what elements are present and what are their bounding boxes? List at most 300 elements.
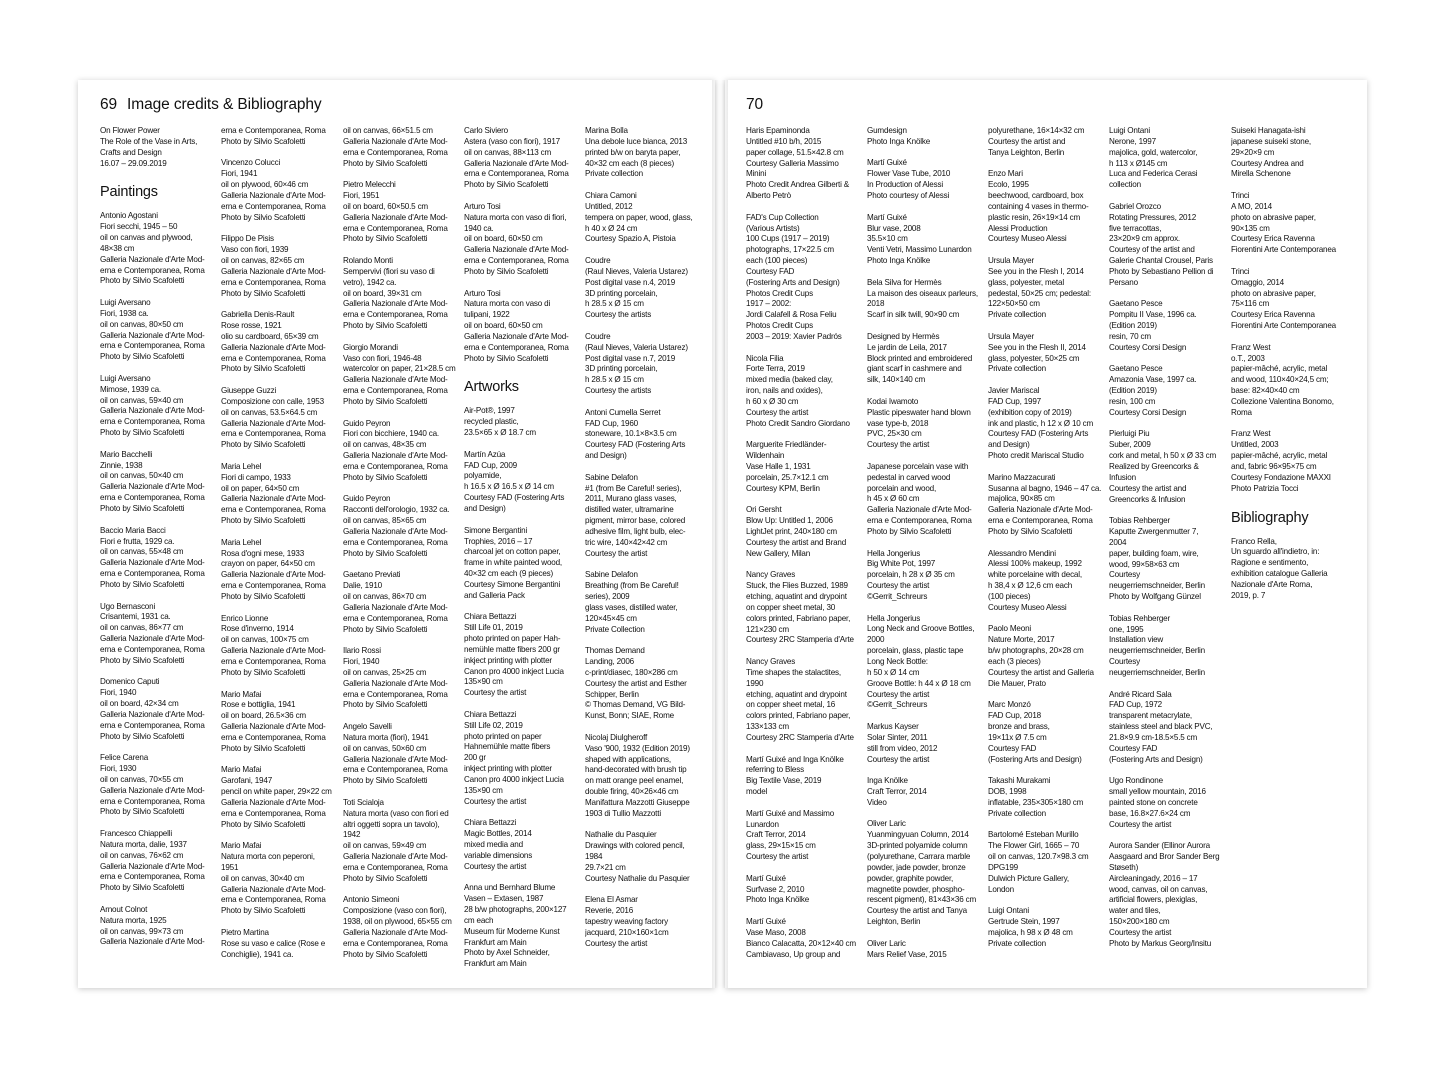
credit-line: Galleria Nazionale d'Arte Mod- (221, 722, 326, 732)
credit-line: Vaso con fiori, 1946-48 (343, 353, 422, 363)
credit-entry (585, 256, 707, 321)
credit-line: and Galleria Pack (464, 590, 525, 600)
credit-line: FAD Cup, 2009 (464, 460, 517, 470)
credit-entry (464, 526, 586, 602)
credit-line: tulipani, 1922 (464, 310, 510, 320)
credit-line: Sempervivi (fiori su vaso di (343, 266, 435, 276)
credit-line: (Various Artists) (746, 223, 800, 233)
credit-line: bronze and brass, (988, 722, 1050, 732)
credit-entry (343, 895, 465, 960)
credit-line: printed b/w on baryta paper, (585, 147, 681, 157)
credit-line: erna e Contemporanea, Roma (343, 862, 448, 872)
credit-line: Galleria Nazionale d'Arte Mod- (221, 418, 326, 428)
credit-entry (100, 753, 222, 818)
credit-line: and wood, 110×40×24,5 cm; (1231, 375, 1329, 385)
credit-line: oil on plywood, 60×46 cm (221, 180, 309, 190)
credit-line: oil on board, 60×50 cm (464, 234, 543, 244)
credit-line: Big Textile Vase, 2019 (746, 776, 822, 786)
credit-line: erna e Contemporanea, Roma (464, 169, 569, 179)
credit-line: Gabriella Denis-Rault (221, 310, 295, 320)
credit-line: oil on canvas, 99×73 cm (100, 926, 184, 936)
credit-line: Photo by Silvio Scafoletti (988, 526, 1073, 536)
credit-entry (464, 612, 586, 699)
credit-line: paper, building foam, wire, (1109, 548, 1199, 558)
credit-line: Magic Bottles, 2014 (464, 829, 532, 839)
credit-line: 122×50×50 cm (988, 299, 1040, 309)
credit-line: Galleria Nazionale d'Arte Mod- (221, 570, 326, 580)
credit-line: Giuseppe Guzzi (221, 386, 277, 396)
credit-line: Photo by Sebastiano Pellion di (1109, 266, 1214, 276)
credit-line: Galleria Nazionale d'Arte Mod- (100, 634, 205, 644)
credit-line: oil on canvas, 76×62 cm (100, 850, 184, 860)
credit-line: inkject printing with plotter (464, 655, 552, 665)
credit-entry (585, 646, 707, 722)
credit-line: Kaputte Zwergenmutter 7, (1109, 526, 1199, 536)
credit-line: Markus Kayser (867, 721, 919, 731)
credit-line: See you in the Flesh I, 2014 (988, 266, 1084, 276)
credit-line: Carlo Siviero (464, 126, 508, 135)
credit-line: Rotating Pressures, 2012 (1109, 212, 1197, 222)
credit-line: oil on canvas, 70×55 cm (100, 774, 184, 784)
credit-line: Maria Lehel (221, 537, 262, 547)
credit-line: Francesco Chiappelli (100, 829, 172, 839)
credit-line: h 28.5 x Ø 15 cm (585, 375, 644, 385)
credit-line: Courtesy the artist and Galleria (988, 667, 1094, 677)
credit-line: oil on canvas, 85×65 cm (343, 516, 427, 526)
credit-line: Galleria Nazionale d'Arte Mod- (221, 646, 326, 656)
credit-line: erna e Contemporanea, Roma (221, 808, 326, 818)
credit-line: Untitled #10 b/h, 2015 (746, 136, 822, 146)
credit-line: mixed media (baked clay, (746, 375, 833, 385)
credit-line: vase type-b, 2018 (867, 418, 929, 428)
credit-line: Photo by Silvio Scafoletti (221, 819, 306, 829)
credit-line: Courtesy the artist (464, 861, 527, 871)
credit-line: Ursula Mayer (988, 256, 1034, 266)
credit-line: 23.5×65 x Ø 18.7 cm (464, 428, 536, 438)
credit-line: Rose d'inverno, 1914 (221, 624, 294, 634)
credit-entry (343, 494, 465, 559)
credit-line: Photo credit Mariscal Studio (988, 451, 1084, 461)
credit-line: Tobias Rehberger (1109, 613, 1171, 623)
credit-line: distilled water, ultramarine (585, 505, 674, 515)
credit-line: oil on canvas, 50×60 cm (343, 743, 427, 753)
credit-line: oil on board, 26.5×36 cm (221, 711, 306, 721)
credit-line: Courtesy 2RC Stamperia d'Arte (746, 635, 854, 645)
credit-line: Galleria Nazionale d'Arte Mod- (343, 602, 448, 612)
credit-line: Gaetano Pesce (1109, 299, 1163, 309)
credit-line: Ragione e sentimento, (1231, 558, 1309, 568)
credit-line: Aurora Sander (Ellinor Aurora (1109, 841, 1210, 851)
credit-line: Rose su vaso e calice (Rose e (221, 938, 326, 948)
credit-entry (221, 765, 343, 830)
credit-line: #1 (from Be Careful! series), (585, 483, 682, 493)
credit-line: Fiori, 1938 ca. (100, 308, 149, 318)
credit-entry (100, 905, 222, 948)
credit-line: on copper sheet metal, 30 (746, 602, 836, 612)
credit-entry (867, 213, 989, 267)
credit-line: Natura morta (fiori), 1941 (343, 732, 429, 742)
credit-line: 19×11x Ø 7.5 cm (988, 732, 1047, 742)
credit-line: erna e Contemporanea, Roma (100, 417, 205, 427)
credit-line: paper collage, 51.5×42.8 cm (746, 147, 844, 157)
credit-line: Natura morta con peperoni, (221, 852, 315, 862)
credit-line: porcelain and wood, (867, 483, 937, 493)
credit-entry (343, 798, 465, 885)
left-column-1 (100, 126, 222, 959)
credit-line: Galleria Nazionale d'Arte Mod- (221, 266, 326, 276)
credit-line: 1917 – 2002: (746, 299, 792, 309)
credit-line: Nazionale d'Arte Roma, (1231, 579, 1313, 589)
credit-line: Nicolaj Diulgheroff (585, 732, 648, 742)
credit-entry (221, 462, 343, 527)
credit-line: Courtesy KPM, Berlin (746, 483, 820, 493)
credit-line: Courtesy the artist and (988, 136, 1066, 146)
credit-line: Omaggio, 2014 (1231, 277, 1285, 287)
credit-line: Galleria Nazionale d'Arte Mod- (100, 254, 205, 264)
credit-line: Courtesy the artist (1109, 928, 1172, 938)
credit-line: oil on canvas, 59×49 cm (343, 841, 427, 851)
credit-entry (867, 278, 989, 321)
credit-line: Toti Scialoja (343, 797, 384, 807)
credit-line: Courtesy the artist (867, 689, 930, 699)
credit-line: Photo by Silvio Scafoletti (221, 743, 306, 753)
credit-entry (988, 256, 1110, 321)
credit-line: See you in the Flesh II, 2014 (988, 342, 1086, 352)
credit-line: o.T., 2003 (1231, 353, 1265, 363)
credit-line: Courtesy FAD (746, 266, 795, 276)
credit-entry (867, 126, 989, 148)
credit-line: Photo by Silvio Scafoletti (221, 136, 306, 146)
credit-entry (343, 570, 465, 635)
credit-line: Photo Inga Knölke (867, 136, 931, 146)
credit-line: Courtesy the artist (746, 852, 809, 862)
credit-line: Chiara Bettazzi (464, 612, 517, 622)
credit-line: artificial flowers, plexiglas, (1109, 895, 1198, 905)
credit-line: Galleria Nazionale d'Arte Mod- (221, 884, 326, 894)
credit-entry (464, 450, 586, 515)
credit-line: photographs, 17×22.5 cm (746, 245, 834, 255)
credit-line: Coudre (585, 256, 611, 266)
credit-line: Galleria Nazionale d'Arte Mod- (343, 852, 448, 862)
credit-line: ©Gerrit_Schreurs (867, 700, 928, 710)
credit-line: Alessi 100% makeup, 1992 (988, 559, 1082, 569)
credit-line: containing 4 vases in thermo- (988, 201, 1089, 211)
credit-line: watercolor on paper, 21×28.5 cm (343, 364, 456, 374)
credit-line: Photo by Silvio Scafoletti (221, 212, 306, 222)
left-column-2 (221, 126, 343, 971)
credit-entry (867, 939, 989, 961)
credit-line: Arnout Colnot (100, 904, 148, 914)
credit-line: Pietro Melecchi (343, 180, 396, 190)
credit-line: Composizione con calle, 1953 (221, 396, 324, 406)
credit-line: erna e Contemporanea, Roma (221, 353, 326, 363)
credit-line: one, 1995 (1109, 624, 1144, 634)
left-column-3 (343, 126, 465, 971)
credit-line: Tobias Rehberger (1109, 516, 1171, 526)
credit-entry (343, 419, 465, 484)
credit-line: erna e Contemporanea, Roma (221, 201, 326, 211)
credit-line: (Fostering Arts and Design) (746, 277, 840, 287)
right-column-1 (746, 126, 868, 971)
credit-line: japanese suiseki stone, (1231, 136, 1311, 146)
credit-line: erna e Contemporanea, Roma (221, 895, 326, 905)
credit-line: Ursula Mayer (988, 331, 1034, 341)
credit-line: Frankfurt am Main (464, 959, 527, 969)
credit-line: Blow Up: Untitled 1, 2006 (746, 516, 833, 526)
credit-line: 135×90 cm (464, 785, 503, 795)
credit-line: erna e Contemporanea, Roma (100, 569, 205, 579)
credit-entry (343, 180, 465, 245)
credit-line: Enrico Lionne (221, 613, 269, 623)
credit-line: 133×133 cm (746, 722, 789, 732)
credit-line: Photo by Silvio Scafoletti (343, 624, 428, 634)
credit-line: Guido Peyron (343, 418, 391, 428)
credit-line: Untitled, 2012 (585, 201, 633, 211)
credit-line: glass, polyester, 50×25 cm (988, 353, 1080, 363)
credit-line: wood, canvas, oil on canvas, (1109, 884, 1208, 894)
credit-line: Groove Bottle: h 44 x Ø 18 cm (867, 678, 971, 688)
credit-line: Martí Guixé and Inga Knölke (746, 754, 844, 764)
credit-line: Photo by Silvio Scafoletti (343, 158, 428, 168)
credit-line: Big White Pot, 1997 (867, 559, 936, 569)
credit-line: Infusion (1109, 472, 1136, 482)
credit-line: papier-mâché, acrylic, metal (1231, 451, 1328, 461)
credit-line: erna e Contemporanea, Roma (343, 147, 448, 157)
credit-line: Ilario Rossi (343, 646, 381, 656)
credit-line: oil on canvas, 55×48 cm (100, 547, 184, 557)
credit-line: Time shapes the stalactites, (746, 667, 841, 677)
credit-line: Le jardin de Leila, 2017 (867, 342, 947, 352)
credit-line: Courtesy 2RC Stamperia d'Arte (746, 732, 854, 742)
credit-line: h 60 x Ø 30 cm (746, 397, 799, 406)
credit-line: 3D printing porcelain, (585, 288, 658, 298)
credit-line: Venti Vetri, Massimo Lunardon (867, 245, 972, 255)
credit-line: (exhibition copy of 2019) (988, 407, 1072, 417)
credit-line: Landing, 2006 (585, 657, 634, 667)
credit-line: Gertrude Stein, 1997 (988, 917, 1060, 927)
credit-line: olio su cardboard, 65×39 cm (221, 331, 319, 341)
credit-line: Forte Terra, 2019 (746, 364, 805, 374)
credit-entry (100, 211, 222, 287)
credit-line: 1903 di Tullio Mazzotti (585, 808, 661, 818)
credit-line: water and tiles, (1109, 906, 1161, 916)
credit-line: erna e Contemporanea, Roma (221, 732, 326, 742)
credit-line: Gaetano Previati (343, 570, 401, 580)
credit-line: (Fostering Arts and Design) (1109, 754, 1203, 764)
credit-line: Un sguardo all'indietro, in: (1231, 547, 1320, 557)
credit-line: Galleria Nazionale d'Arte Mod- (343, 526, 448, 536)
credit-line: oil on canvas, 53.5×64.5 cm (221, 407, 318, 417)
credit-line: 16.07 – 29.09.2019 (100, 158, 167, 168)
credit-line: 1951 (221, 862, 239, 872)
credit-line: Luca and Federica Cerasi (1109, 169, 1198, 179)
credit-line: PVC, 25×30 cm (867, 429, 922, 439)
credit-line: Chiara Camoni (585, 191, 637, 201)
credit-entry (746, 809, 868, 863)
credit-line: Courtesy Museo Alessi (988, 602, 1067, 612)
credit-line: erna e Contemporanea, Roma (464, 256, 569, 266)
credit-line: Hahnemühle matte fibers (464, 742, 551, 752)
credit-line: erna e Contemporanea, Roma (221, 581, 326, 591)
credit-line: FAD's Cup Collection (746, 212, 819, 222)
credit-entry (988, 906, 1110, 949)
credit-line: Nancy Graves (746, 570, 796, 580)
credit-line: and Design) (464, 504, 506, 514)
credit-line: Photo by Silvio Scafoletti (867, 526, 952, 536)
credit-line: erna e Contemporanea, Roma (343, 613, 448, 623)
credit-line: oil on board, 42×34 cm (100, 699, 179, 709)
credit-line: silk, 140×140 cm (867, 375, 926, 385)
credit-line: Canon pro 4000 inkject Lucia (464, 774, 564, 784)
credit-line: Photo courtesy of Alessi (867, 191, 950, 201)
credit-line: photo on abrasive paper, (1231, 212, 1316, 222)
credit-line: Courtesy Fondazione MAXXI (1231, 472, 1331, 482)
credit-line: Arturo Tosi (464, 201, 501, 211)
credit-line: Pompitu II Vase, 1996 ca. (1109, 310, 1197, 320)
credit-line: oil on canvas, 86×70 cm (343, 592, 427, 601)
credit-line: Galleria Nazionale d'Arte Mod- (343, 136, 448, 146)
credit-line: The Flower Girl, 1665 – 70 (988, 841, 1080, 851)
credit-line: Aircleaningady, 2016 – 17 (1109, 873, 1198, 883)
credit-line: erna e Contemporanea, Roma (100, 265, 205, 275)
credit-line: On Flower Power (100, 126, 160, 135)
credit-entry (746, 440, 868, 494)
credit-line: on copper sheet metal, 16 (746, 700, 836, 710)
credit-line: erna e Contemporanea, Roma (221, 126, 326, 135)
credit-line: Photo Inga Knölke (746, 895, 810, 905)
credit-entry (1109, 690, 1231, 766)
credit-line: base, 16.8×27.6×24 cm (1109, 808, 1191, 818)
credit-line: tempera on paper, wood, glass, (585, 212, 693, 222)
credit-line: erna e Contemporanea, Roma (343, 689, 448, 699)
credit-line: oil on canvas, 100×75 cm (221, 635, 309, 645)
credit-line: 120×45×45 cm (585, 613, 637, 623)
credit-entry (1109, 202, 1231, 289)
credit-line: erna e Contemporanea, Roma (100, 493, 205, 503)
credit-line: Antoni Cumella Serret (585, 407, 661, 417)
credit-line: tapestry weaving factory (585, 917, 668, 927)
credit-line: photo printed on paper (464, 731, 542, 741)
credit-line: 2003 – 2019: Xavier Padrós (746, 331, 842, 341)
credit-line: Courtesy the artists (585, 386, 652, 396)
credit-line: papier-mâché, acrylic, metal (1231, 364, 1328, 374)
credit-entry (1109, 776, 1231, 830)
credit-line: Photo by Silvio Scafoletti (221, 288, 306, 298)
credit-line: erna e Contemporanea, Roma (464, 342, 569, 352)
credit-entry (100, 602, 222, 667)
credit-line: Nathalie du Pasquier (585, 830, 657, 840)
credit-line: Pietro Martina (221, 927, 269, 937)
right-page-number: 70 (746, 96, 764, 113)
credit-line: neugerriemschneider, Berlin (1109, 581, 1205, 591)
credit-entry (343, 256, 465, 332)
credit-line: Leighton, Berlin (867, 917, 921, 927)
credit-line: Stuck, the Flies Buzzed, 1989 (746, 581, 848, 591)
credit-line: majolica, h 98 x Ø 48 cm (988, 927, 1073, 937)
credit-line: Arturo Tosi (464, 288, 501, 298)
credit-line: Photos Credit Cups (746, 321, 813, 331)
credit-line: Mario Bacchelli (100, 449, 153, 459)
credit-line: Courtesy the artist (585, 938, 648, 948)
credit-line: h 113 x Ø145 cm (1109, 158, 1168, 168)
credit-line: Roma (1231, 407, 1252, 417)
credit-line: Tanya Leighton, Berlin (988, 147, 1065, 157)
credit-line: Courtesy Museo Alessi (988, 234, 1067, 244)
credit-line: Filippo De Pisis (221, 234, 274, 244)
credit-line: oil on canvas, 66×51.5 cm (343, 126, 433, 135)
credit-line: erna e Contemporanea, Roma (867, 516, 972, 526)
credit-entry (585, 126, 707, 180)
credit-line: Nicola Filia (746, 353, 784, 363)
credit-line: Hella Jongerius (867, 548, 921, 558)
credit-line: Natura morta (vaso con fiori ed (343, 808, 449, 818)
credit-entry (867, 332, 989, 386)
credit-line: etching, aquatint and drypoint (746, 689, 847, 699)
credit-line: Amazonia Vase, 1997 ca. (1109, 375, 1197, 385)
credit-line: DOB, 1998 (988, 787, 1027, 797)
credit-line: Ecolo, 1995 (988, 180, 1029, 190)
credit-line: oil on canvas and plywood, (100, 233, 193, 243)
right-column-3 (988, 126, 1110, 960)
credit-line: erna e Contemporanea, Roma (221, 277, 326, 287)
credit-line: Sabine Delafon (585, 570, 638, 580)
credit-line: oil on canvas, 86×77 cm (100, 623, 184, 633)
credit-line: Photo Credit Andrea Gilberti & (746, 180, 850, 190)
credit-line: erna e Contemporanea, Roma (100, 644, 205, 654)
credit-line: Haris Epaminonda (746, 126, 810, 135)
credit-line: Photo by Silvio Scafoletti (221, 592, 306, 601)
credit-line: resin, 70 cm (1109, 331, 1151, 341)
credit-line: Courtesy Simone Bergantini (464, 579, 561, 589)
credit-line: b/w photographs, 20×28 cm (988, 646, 1084, 656)
credit-entry (1231, 191, 1353, 256)
credit-entry (100, 829, 222, 894)
credit-line: plastic resin, 26×19×14 cm (988, 212, 1081, 222)
credit-line: h 45 x Ø 60 cm (867, 494, 920, 504)
credit-line: Rosa d'ogni mese, 1933 (221, 548, 305, 558)
credit-line: Oliver Laric (867, 938, 906, 948)
credit-line: pencil on white paper, 29×22 cm (221, 787, 332, 797)
credit-line: Martí Guixé (867, 158, 907, 168)
credit-entry (100, 526, 222, 591)
credit-line: erna e Contemporanea, Roma (343, 537, 448, 547)
credit-line: Courtesy Erica Ravenna (1231, 234, 1315, 244)
credit-line: Private Collection (585, 624, 645, 634)
credit-line: oil on canvas, 88×113 cm (464, 147, 552, 157)
credit-entry (1231, 267, 1353, 332)
credit-line: giant scarf in cashmere and (867, 364, 962, 374)
credit-line: Baccio Maria Bacci (100, 525, 166, 535)
credit-line: (Raul Nieves, Valeria Ustarez) (585, 266, 688, 276)
credit-line: Martí Guixé (867, 212, 907, 222)
credit-line: Lunardon (746, 819, 779, 829)
credit-line: Photo by Silvio Scafoletti (100, 579, 185, 589)
credit-line: Blur vase, 2008 (867, 223, 921, 233)
credit-line: Gumdesign (867, 126, 907, 135)
credit-line: Fiori, 1940 (100, 688, 137, 698)
credit-line: Photo by Silvio Scafoletti (343, 776, 428, 786)
credit-line: Photo by Silvio Scafoletti (100, 428, 185, 438)
credit-entry (221, 928, 343, 961)
credit-line: Courtesy the artist and Esther (585, 678, 687, 688)
credit-line: each (3 pieces) (988, 657, 1041, 667)
credit-line: LightJet print, 240×180 cm (746, 527, 837, 537)
credit-line: Courtesy FAD (Fostering Arts (464, 493, 565, 503)
credit-line: Japanese porcelain vase with (867, 461, 969, 471)
credit-entry (1231, 429, 1353, 494)
credit-line: erna e Contemporanea, Roma (343, 386, 448, 396)
credit-line: oil on canvas, 30×40 cm (221, 873, 305, 883)
